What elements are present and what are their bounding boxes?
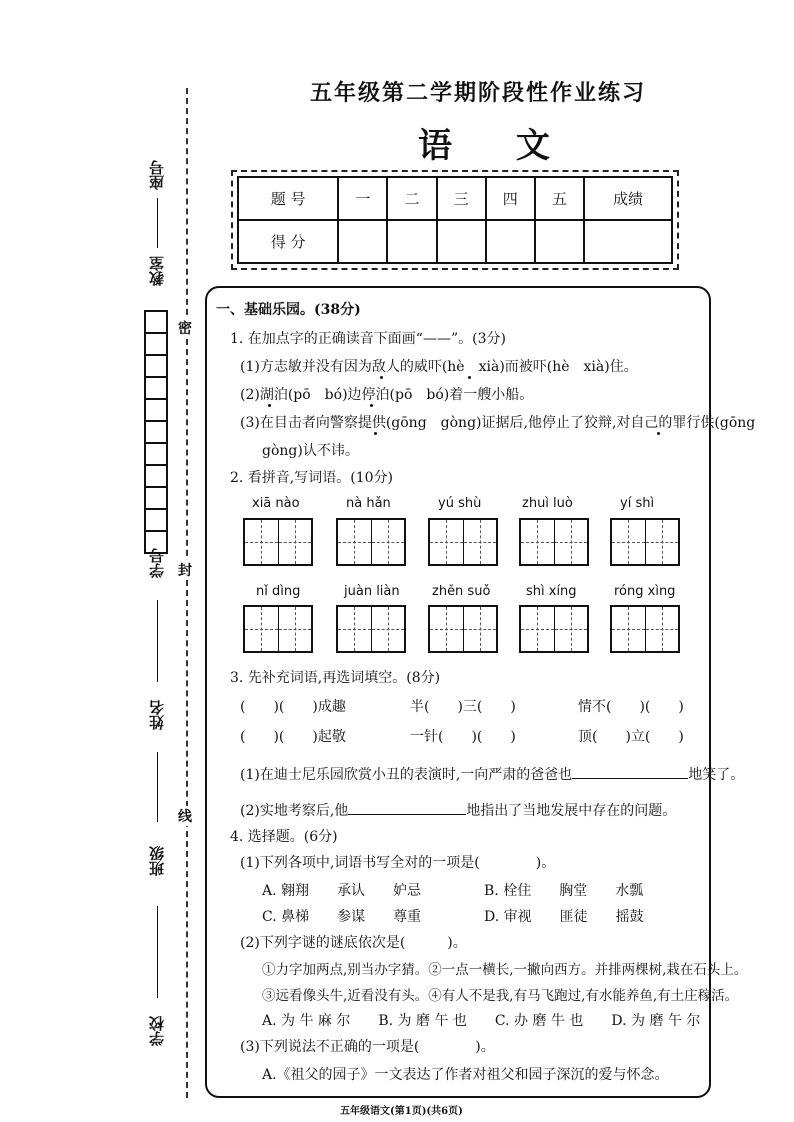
q4-part2: (2)下列字谜的谜底依次是( )。 (240, 935, 467, 951)
score-header-total: 成绩 (584, 177, 672, 220)
score-table-frame (231, 170, 679, 270)
score-cell-3[interactable] (437, 220, 486, 263)
pinyin-5: yí shì (620, 496, 655, 511)
q3-sentence2-b: 地指出了当地发展中存在的问题。 (466, 803, 677, 819)
writing-box[interactable] (336, 605, 406, 653)
seal-mi: 密 (178, 318, 192, 338)
q3-sentence2-a: (2)实地考察后,他 (240, 803, 349, 819)
student-no-grid[interactable] (144, 310, 168, 554)
class-label: 班级 (148, 846, 166, 876)
q4-title: 4. 选择题。(6分) (230, 829, 338, 845)
pinyin-6: nǐ dìng (256, 584, 301, 599)
writing-box[interactable] (336, 518, 406, 566)
score-cell-2[interactable] (387, 220, 436, 263)
q3-word5: 一针( )( ) (410, 729, 516, 745)
q3-word2: 半( )三( ) (410, 699, 516, 715)
pinyin-7: juàn liàn (344, 584, 400, 599)
q4-option-c: C. 鼻梯 参谋 尊重 (262, 909, 422, 925)
pinyin-8: zhěn suǒ (432, 584, 491, 599)
score-table (237, 176, 673, 264)
score-header-3: 三 (437, 177, 486, 220)
page-footer: 五年级语文(第1页)(共6页) (340, 1106, 463, 1117)
q4-riddle-line2: ③远看像头牛,近看没有头。④有人不是我,有马飞跑过,有水能养鱼,有土庄稼活。 (262, 988, 739, 1004)
pinyin-10: róng xìng (614, 584, 676, 599)
score-header-5: 五 (535, 177, 584, 220)
emphasis-dot (370, 404, 373, 407)
seal-feng: 封 (178, 560, 192, 580)
q1-line3: (3)在目击者向警察提供(gōng gòng)证据后,他停止了狡辩,对自己的罪行供(gōng (240, 415, 756, 431)
q3-blank1[interactable] (572, 778, 688, 779)
q4-riddle-options: A. 为 牛 麻 尔 B. 为 磨 午 也 C. 办 磨 牛 也 D. 为 磨 午 尔 (262, 1013, 701, 1029)
q1-line2: (2)湖泊(pō bó)边停泊(pō bó)着一艘小船。 (240, 387, 534, 403)
score-cell-4[interactable] (486, 220, 535, 263)
q3-word6: 顶( )立( ) (578, 729, 684, 745)
q4-part3: (3)下列说法不正确的一项是( )。 (240, 1039, 495, 1055)
pinyin-1: xiā nào (252, 496, 300, 511)
pinyin-3: yú shù (438, 496, 482, 511)
q3-blank2[interactable] (348, 814, 466, 815)
score-header-2: 二 (387, 177, 436, 220)
score-row-label: 得 分 (238, 220, 338, 263)
name-field[interactable] (157, 752, 158, 822)
name-label: 姓名 (148, 700, 166, 730)
q3-word4: ( )( )起敬 (240, 729, 346, 745)
exam-title: 五年级第二学期阶段性作业练习 (310, 80, 647, 106)
q4-option-d: D. 审视 匪徒 摇鼓 (484, 909, 644, 925)
score-cell-1[interactable] (338, 220, 387, 263)
q1-title: 1. 在加点字的正确读音下面画“——”。(3分) (230, 331, 506, 347)
score-header-1: 一 (338, 177, 387, 220)
q4-option-b: B. 栓住 胸堂 水瓢 (484, 883, 644, 899)
emphasis-dot (374, 432, 377, 435)
writing-box[interactable] (243, 605, 313, 653)
seat-label: 座号 (148, 160, 166, 190)
student-no-field[interactable] (157, 600, 158, 682)
writing-box[interactable] (428, 518, 498, 566)
q4-part1: (1)下列各项中,词语书写全对的一项是( )。 (240, 855, 556, 871)
writing-box[interactable] (610, 518, 680, 566)
q4-option-a: A. 翱翔 承认 妒忌 (262, 883, 422, 899)
writing-box[interactable] (428, 605, 498, 653)
q3-word1: ( )( )成趣 (240, 699, 346, 715)
pinyin-9: shì xíng (526, 584, 577, 599)
score-cell-total[interactable] (584, 220, 672, 263)
q1-line4: gòng)认不讳。 (262, 443, 359, 459)
score-header-label: 题 号 (238, 177, 338, 220)
pinyin-2: nà hǎn (346, 496, 391, 511)
score-header-4: 四 (486, 177, 535, 220)
school-label: 学校 (148, 1016, 166, 1046)
q4-riddle-line1: ①力字加两点,别当办字猜。②一点一横长,一撇向西方。并排两棵树,栽在石头上。 (262, 962, 748, 978)
writing-box[interactable] (519, 518, 589, 566)
writing-box[interactable] (519, 605, 589, 653)
emphasis-dot (657, 432, 660, 435)
writing-box[interactable] (243, 518, 313, 566)
emphasis-dot (468, 376, 471, 379)
q1-line1: (1)方志敏并没有因为敌人的威吓(hè xià)而被吓(hè xià)住。 (240, 359, 638, 375)
exam-subject: 语 文 (418, 126, 576, 166)
emphasis-dot (380, 376, 383, 379)
q3-title: 3. 先补充词语,再选词填空。(8分) (230, 670, 441, 686)
q2-title: 2. 看拼音,写词语。(10分) (230, 470, 393, 486)
pinyin-4: zhuì luò (522, 496, 573, 511)
class-field[interactable] (157, 906, 158, 998)
q4-part3-option-a: A.《祖父的园子》一文表达了作者对祖父和园子深沉的爱与怀念。 (262, 1067, 669, 1083)
student-no-label: 学号 (148, 548, 166, 578)
writing-box[interactable] (610, 605, 680, 653)
score-cell-5[interactable] (535, 220, 584, 263)
q3-word3: 情不( )( ) (578, 699, 684, 715)
q3-sentence1 (240, 764, 744, 784)
seal-xian: 线 (178, 806, 192, 826)
binding-line (186, 88, 188, 1098)
section1-heading: 一、基础乐园。(38分) (216, 302, 361, 318)
classroom-label: 教室 (148, 256, 166, 286)
q3-sentence2 (240, 800, 676, 820)
q3-sentence1-a: (1)在迪士尼乐园欣赏小丑的表演时,一向严肃的爸爸也 (240, 767, 573, 783)
seat-field[interactable] (157, 198, 158, 248)
q3-sentence1-b: 地笑了。 (688, 767, 745, 783)
emphasis-dot (268, 404, 271, 407)
